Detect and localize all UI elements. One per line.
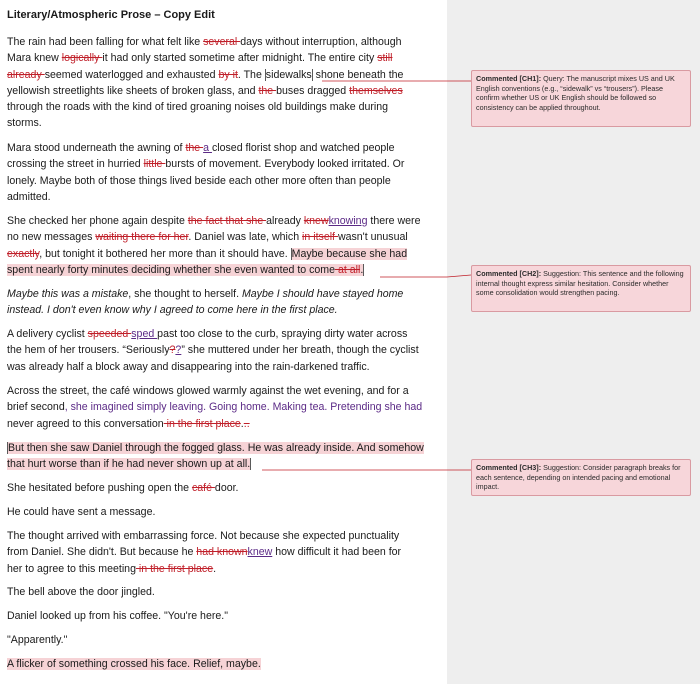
deletion: several: [203, 36, 241, 48]
deletion: waiting there for her: [95, 231, 189, 244]
deletion: exactly: [7, 247, 40, 260]
insertion: , she imagined simply leaving. Going home. Making tea. Pretending she had: [64, 401, 423, 414]
insertion: a: [203, 142, 212, 154]
deletion: ..: [243, 417, 250, 430]
paragraph-1[interactable]: The rain had been falling for what felt like several days without interruption, although Mara knew logically it had only started sometime after midnight. The entire city still already seemed waterlogged and exhausted by it. The sidewalks shone beneath the yellowish streetlights like sheets of broken glass, and the buses dragged themselves through the roads with the kind of tired groaning noises old buildings make during storms.: [7, 36, 404, 130]
deletion: café: [191, 482, 215, 494]
paragraph-7[interactable]: [7, 440, 447, 473]
comment-label: Commented [CH3]:: [476, 463, 542, 472]
comment-text: Suggestion: This sentence and the following internal thought express similar hesitation. Consider whether some consolidation would strengthen pacing.: [476, 269, 684, 298]
deletion: knew: [303, 215, 329, 227]
comment-anchor-ch3[interactable]: But then she saw Daniel through the fogged glass. He was already inside. And somehow: [8, 442, 424, 454]
paragraph-2[interactable]: Mara stood underneath the awning of the a closed florist shop and watched people crossing the street in hurried little bursts of movement. Everybody looked irritated. Or lonely. Maybe both of those things lived beside each other more often than people admitted.: [7, 142, 405, 203]
paragraph-12[interactable]: Daniel looked up from his coffee. "You're here.": [7, 610, 228, 622]
paragraph-4[interactable]: Maybe this was a mistake, she thought to herself. Maybe I should have stayed home instead. I don't even know why I agreed to come here in the first place.: [7, 288, 404, 317]
deletion: logically: [61, 52, 103, 65]
deletion: themselves: [349, 84, 403, 97]
insertion: ?: [175, 344, 182, 357]
insertion: knew: [247, 546, 273, 559]
comment-ch1[interactable]: [471, 70, 691, 127]
paragraph-6[interactable]: Across the street, the café windows glowed warmly against the wet evening, and for a brief second, she imagined simply leaving. Going home. Making tea. Pretending she had never agreed to this conversation in the first place...: [7, 385, 423, 430]
deletion: the: [185, 142, 204, 154]
comment-text: Suggestion: Consider paragraph breaks for each sentence, depending on intended pacing and emotional impact.: [476, 463, 681, 492]
comment-label: Commented [CH1]:: [476, 74, 542, 83]
insertion: knowing: [328, 215, 368, 227]
deletion: speeded: [87, 328, 132, 340]
deletion: ?: [169, 344, 176, 357]
comment-anchor-ch2-cont[interactable]: spent nearly forty minutes deciding whether she even wanted to come: [7, 263, 336, 276]
insertion: sped: [131, 328, 158, 340]
deletion: little: [143, 158, 166, 171]
paragraph-14[interactable]: [7, 656, 447, 672]
paragraph-13[interactable]: "Apparently.": [7, 634, 68, 646]
paragraph-10[interactable]: The thought arrived with embarrassing force. Not because she expected punctuality from Daniel. She didn't. But because he had knownknew how difficult it had been for her to agree to this meeting in the first place.: [7, 530, 402, 575]
deletion: the: [258, 84, 277, 97]
comment-anchor-ch1[interactable]: sidewalks: [265, 68, 312, 81]
deletion: in the first place: [135, 562, 214, 575]
paragraph-5[interactable]: A delivery cyclist speeded sped past too close to the curb, spraying dirty water across the hem of her trousers. “Seriously??” she muttered under her breath, though the cyclist was already half a block away and disappearing into the rain-darkened traffic.: [7, 328, 419, 373]
deletion: already: [7, 68, 45, 81]
comment-ch3[interactable]: [471, 459, 691, 496]
paragraph-3[interactable]: She checked her phone again despite the fact that she already knewknowing there were no new messages waiting there for her. Daniel was late, which in itself wasn't unusual exactly, but tonight it bothered her more than it should have. Maybe because she had spent nearly forty minutes deciding whether she even wanted to come at all.: [7, 215, 421, 276]
comment-anchor-ch3-cont[interactable]: that hurt worse than if he had never shown up at all.: [7, 458, 251, 471]
comment-ch2[interactable]: [471, 265, 691, 312]
deletion: the fact that she: [187, 215, 267, 227]
deletion: in the first place: [163, 417, 241, 430]
paragraph-9[interactable]: He could have sent a message.: [7, 506, 156, 518]
deletion: still: [377, 52, 393, 65]
deletion: had known: [196, 546, 248, 559]
document-title: Literary/Atmospheric Prose – Copy Edit: [7, 9, 215, 21]
paragraph-8[interactable]: She hesitated before pushing open the café door.: [7, 482, 239, 494]
paragraph-11[interactable]: The bell above the door jingled.: [7, 586, 155, 598]
comment-label: Commented [CH2]:: [476, 269, 542, 278]
deletion: in itself: [302, 231, 338, 244]
deletion: by it: [218, 68, 238, 81]
comment-anchor-ch2[interactable]: Maybe because she had: [291, 247, 408, 260]
deletion: at all: [335, 263, 361, 276]
comment-text: Query: The manuscript mixes US and UK English conventions (e.g., “sidewalk” vs “trousers”). Please confirm whether US or UK English should be followed so consistency can be applied throughout.: [476, 74, 675, 112]
highlighted-text: A flicker of something crossed his face. Relief, maybe.: [7, 658, 261, 670]
